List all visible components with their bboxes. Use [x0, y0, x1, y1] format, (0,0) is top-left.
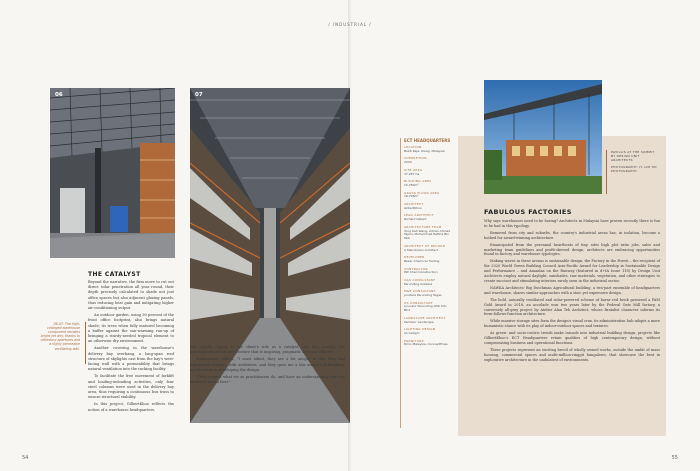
catalyst-paragraph: "They respect what we as practitioners do, and have an understanding that the architect knows best.": [190, 375, 345, 385]
fact-value: Richard Gilbert: [404, 217, 427, 222]
fact-value: Bukit Raja, Klang, Malaysia: [404, 148, 445, 153]
fact-label: LANDSCAPE ARCHITECT: [404, 315, 446, 320]
fabulous-factories-heading: FABULOUS FACTORIES: [484, 208, 572, 216]
fact-value: Perunding Anskara: [404, 281, 433, 286]
facts-rule: [400, 138, 401, 428]
fact-item: [404, 203, 452, 211]
photo-number-07: 07: [195, 92, 203, 98]
fact-value: Jurutera Perunding Tegas: [404, 293, 442, 298]
fact-item: [404, 328, 452, 336]
fact-label: GROSS FLOOR AREA: [404, 190, 440, 195]
catalyst-paragraph: But equally cogent is the client's role as a catalyst, one that enables the development of real architecture that is inspiring, pragmatic and cost-effective.: [190, 345, 345, 355]
fact-item: [404, 340, 452, 348]
fact-value: Rimo Malaysia, ConceptPluss: [404, 342, 448, 347]
catalyst-paragraph: In this project, GilbertKhoo reflects the notion of a warehouse headquarters.: [88, 402, 174, 412]
fact-label: CONTRACTOR: [404, 266, 428, 271]
fact-label: M&E CONSULTANT: [404, 289, 436, 294]
fact-item: [404, 279, 452, 287]
fact-label: ARCHITECT OF RECORD: [404, 243, 446, 248]
fact-item: [404, 302, 452, 313]
fact-item: [404, 146, 452, 154]
section-kicker: / INDUSTRIAL /: [328, 22, 372, 27]
fabulous-paragraph: Making waves in these arenas is sustainable design; the Factory in the Forest – the recipient of the 2020 World Green Building Council Asia-Pacific Award for Leadership in Sustainable Design and Performance – and Amanlaa on the Runway (featured in d+fA Issue 118) by Design Unit Architects employ natural daylight, sunshades, raw materials, vegetation, and other strategies to create succinct and stimulating interiors rarely seen in the industrial sector.: [484, 259, 660, 283]
fabulous-factories-body: [484, 219, 660, 365]
fact-item: [404, 226, 452, 241]
photo-number-06: 06: [55, 92, 63, 98]
fabulous-paragraph: NAWKA Architects' Big Dutchman Agricultural building, a two-part ensemble of headquarters and warehouse, shares similar approaches with a stoic yet expressive design.: [484, 285, 660, 295]
fact-value: A Manokaran Architect: [404, 247, 439, 252]
caption-rule: [85, 322, 86, 364]
fact-label: LIGHTING DESIGN: [404, 327, 436, 332]
fact-label: COMPLETION: [404, 156, 427, 161]
facts-title: ECT HEADQUARTERS: [404, 138, 451, 143]
fact-value: 2020: [404, 160, 412, 165]
fact-item: [404, 157, 452, 165]
fact-item: [404, 169, 452, 177]
fact-value: Arcradigm: [404, 331, 420, 336]
fabulous-paragraph: The bold, naturally ventilated and solar-powered scheme of barnr red brick garnered a PAM Gold Award in 2018, an accolade won two years later by the Federal Oats Mill factory, a conversely all-grey project by Atelier Alan Teh Architect, whose Bratalist character informs its form-follows-function architecture.: [484, 297, 660, 317]
photo-warehouse-racks: [50, 88, 175, 258]
catalyst-paragraph: Another covering in the warehouse's delivery bay overhang, a long-span roof structure of skylights cast from the bay's west-facing wall with a permeability that brings natural ventilation into the racking facility.: [88, 346, 174, 372]
credit-rule: [606, 150, 607, 194]
catalyst-paragraph: To facilitate the free movement of forklift and loading-unloading activities, only four steel columns were used in the delivery bay area, thus requiring a continuous box truss to ensure structural stability.: [88, 374, 174, 400]
page-number-left: 54: [22, 455, 29, 461]
fact-label: DEVELOPER: [404, 255, 425, 260]
catalyst-column-2: [190, 345, 345, 387]
catalyst-paragraph: Beyond the narrative, the firm move to cut out direct solar penetration all year round, their depth precisely calculated to shade not just office spaces but also adjacent glazing panels, thus reducing heat gain and mitigating higher air-conditioning output.: [88, 280, 174, 311]
fabulous-paragraph: While massive storage sites form the design's visual crux, its administration hub adopts a more humanistic stance with its play of indoor-outdoor spaces and textures.: [484, 319, 660, 329]
fact-item: [404, 245, 452, 253]
the-catalyst-heading: THE CATALYST: [88, 271, 141, 278]
fact-label: LEAD ARCHITECT: [404, 213, 434, 218]
credit-photographer: PHOTOGRAPHY: H. LIM HO PHOTOGRAPHY: [611, 165, 657, 173]
fact-item: [404, 192, 452, 200]
fact-label: QS CONSULTANT: [404, 300, 433, 305]
fact-label: FURNITURE: [404, 338, 424, 343]
fact-value: Pemberr Landscape: [404, 319, 434, 324]
pavilion-illustration: [484, 80, 602, 194]
fact-value: Yong Kah Weng, Adrian Ahmad Tajani, Muhammad Rafizul Bin Taib: [404, 228, 451, 241]
photo-pavilion: [484, 80, 602, 194]
photo-caption-text: 06-07: The high-ceilinged warehouse component remains bright yet airy, thanks to clerestory apertures and a highly permeable ventilating wall.: [40, 322, 80, 351]
fact-label: ARCHITECTURE TEAM: [404, 224, 442, 229]
fact-value: Besar Chemical Trading: [404, 258, 440, 263]
fact-item: [404, 268, 452, 276]
page-number-right: 55: [671, 455, 678, 461]
photo-credit: [611, 150, 659, 176]
project-facts: [404, 138, 452, 351]
fact-value: 18,796m²: [404, 194, 419, 199]
fabulous-paragraph: As green- and socio-centric trends make inroads into industrial building design, projects like GilbertKhoo's ECT Headquarters retain qualities of high contemporary design, without compromising business and operational functions.: [484, 331, 660, 345]
fact-value: 37,287 ha: [404, 171, 420, 176]
catalyst-column-1: [88, 280, 174, 415]
fact-label: C&S CONSULTANT: [404, 277, 436, 282]
fact-label: SITE AREA: [404, 167, 423, 172]
fabulous-paragraph: Emancipated from the perennial heartbeats of tiny, sites high plot ratio jobs, sales and marketing team guidelines and profit-skewed design, architects are embracing opportunities found in factory and warehouse typologies.: [484, 242, 660, 257]
catalyst-paragraph: An outdoor garden, using 30 percent of the front office footprint, also brings natural shade; its trees when fully matured becoming a buffer against the sun-warming run-up of bringing a sturdy-needed tropical element to an otherwise dry environment.: [88, 313, 174, 344]
fact-label: ARCHITECT: [404, 201, 424, 206]
fact-item: [404, 180, 452, 188]
fact-item: [404, 256, 452, 264]
catalyst-paragraph: Summarises Gilbert, "I must admit, they are a bit unique in that they had experience working with architects, and they gave me a fair amount of flexibility and freedom in developing the design.: [190, 357, 345, 372]
fact-label: LOCATION: [404, 145, 422, 149]
photo-caption: [40, 322, 80, 351]
fact-item: [404, 290, 452, 298]
fabulous-paragraph: Removed from city and suburbs, the country's industrial areas has, in isolation, become a hotbed for award-winning architecture.: [484, 230, 660, 240]
fact-item: [404, 214, 452, 222]
fabulous-paragraph: Why says warehouses need to be boring? Architects in Malaysia have proven recently there is fun to be had in this typology.: [484, 219, 660, 228]
fact-value: Juruukur Perunding QSK Sdn Bhd: [404, 304, 447, 313]
warehouse-interior-illustration: [50, 88, 175, 258]
fact-value: PW Chan Construction: [404, 270, 438, 275]
fact-label: BUILDING AREA: [404, 179, 432, 184]
fact-value: 15,780m²: [404, 182, 419, 187]
credit-caption: PAVILLIS AT THE SUMMIT BY DESIGN UNIT ARCHITECTS: [611, 150, 655, 162]
fabulous-paragraph: These projects represent an exciting breed of wholly owned works, outside the ambit of mass housing, commercial spaces and multi-million-ringgit bungalows, that showcase the best in explorative architecture in the undulatest of environments.: [484, 347, 660, 362]
fact-value: GilbertKhoo: [404, 205, 422, 210]
fact-item: [404, 317, 452, 325]
